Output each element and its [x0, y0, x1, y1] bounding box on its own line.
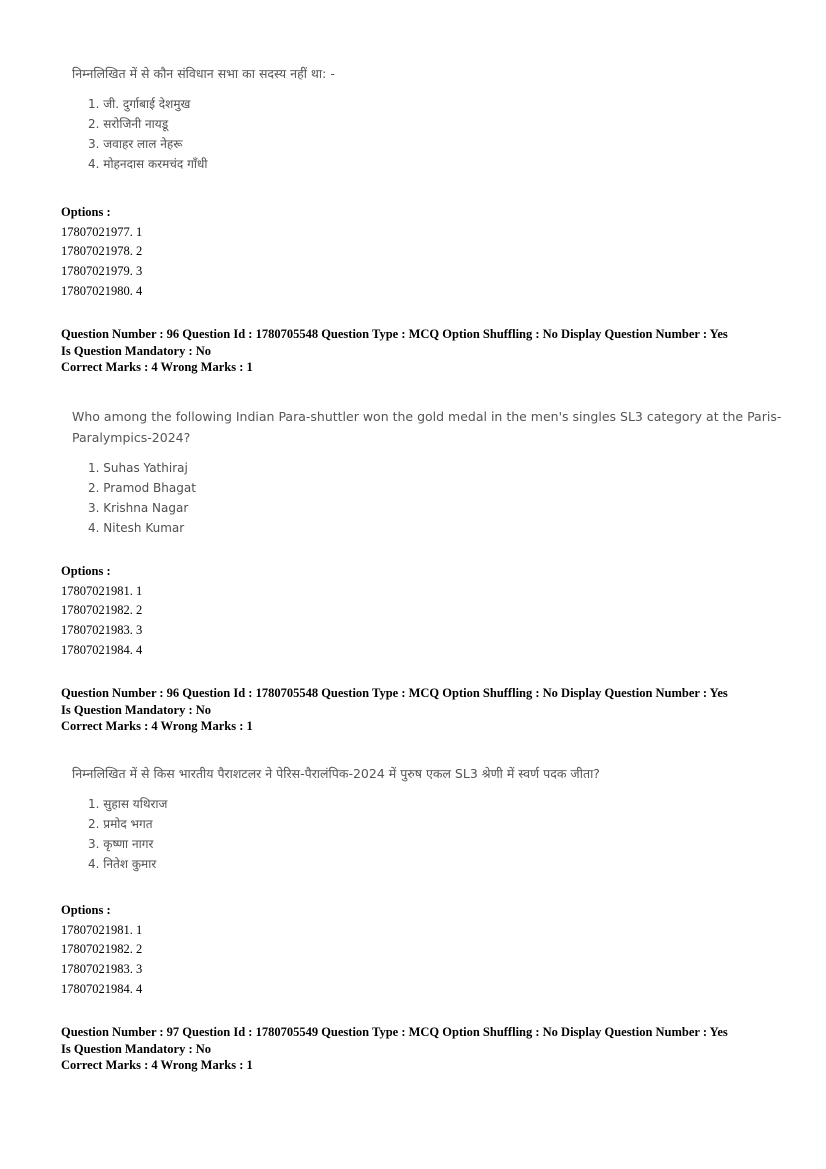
question-stem: निम्नलिखित में से किस भारतीय पैराशटलर ने पेरिस-पैरालंपिक-2024 में पुरुष एकल SL3 श्रेणी में स्वर्ण पदक जीता?	[72, 766, 600, 781]
meta-line: Correct Marks : 4 Wrong Marks : 1	[61, 360, 253, 374]
meta-line: Correct Marks : 4 Wrong Marks : 1	[61, 1058, 253, 1072]
options-list-q96-english	[61, 562, 142, 661]
meta-line: Question Number : 96 Question Id : 1780705548 Question Type : MCQ Option Shuffling : No Display Question Number : Yes	[61, 686, 728, 700]
choice-item: 1. सुहास यथिराज	[88, 797, 168, 811]
meta-line: Correct Marks : 4 Wrong Marks : 1	[61, 719, 253, 733]
choice-list	[72, 794, 600, 874]
question-stem-line: Who among the following Indian Para-shuttler won the gold medal in the men's singles SL3 category at the Paris-	[72, 409, 782, 424]
options-list-q96-hindi	[61, 901, 142, 1000]
choice-item: 3. जवाहर लाल नेहरू	[88, 137, 183, 151]
question-stem-line: Paralympics-2024?	[72, 430, 191, 445]
choice-item: 2. सरोजिनी नायडू	[88, 117, 169, 131]
choice-list	[72, 94, 335, 174]
option-row: 17807021978. 2	[61, 244, 143, 259]
choice-item: 2. Pramod Bhagat	[88, 481, 196, 495]
question-meta-97	[61, 1024, 781, 1074]
options-list-q95	[61, 203, 142, 302]
meta-line: Is Question Mandatory : No	[61, 343, 212, 358]
option-row: 17807021979. 3	[61, 264, 143, 279]
option-row: 17807021983. 3	[61, 623, 143, 638]
choice-item: 4. नितेश कुमार	[88, 857, 157, 871]
question-image-q96-english	[62, 406, 781, 538]
choice-item: 3. Krishna Nagar	[88, 501, 189, 515]
options-label: Options :	[61, 205, 111, 219]
meta-line: Is Question Mandatory : No	[61, 702, 212, 717]
option-row: 17807021981. 1	[61, 922, 143, 937]
choice-item: 3. कृष्णा नागर	[88, 837, 154, 851]
question-meta-96b	[61, 685, 781, 735]
choice-item: 1. जी. दुर्गाबाई देशमुख	[88, 97, 191, 111]
question-meta-96a	[61, 326, 781, 376]
option-row: 17807021977. 1	[61, 224, 143, 239]
options-label: Options :	[61, 903, 111, 917]
choice-item: 2. प्रमोद भगत	[88, 817, 153, 831]
question-stem: निम्नलिखित में से कौन संविधान सभा का सदस्य नहीं था: -	[72, 66, 335, 81]
option-row: 17807021984. 4	[61, 981, 143, 996]
option-row: 17807021982. 2	[61, 942, 143, 957]
option-row: 17807021980. 4	[61, 283, 143, 298]
question-image-q96-hindi	[62, 763, 600, 874]
options-label: Options :	[61, 564, 111, 578]
choice-list	[72, 458, 781, 538]
option-row: 17807021981. 1	[61, 583, 143, 598]
meta-line: Is Question Mandatory : No	[61, 1041, 212, 1056]
meta-line: Question Number : 96 Question Id : 1780705548 Question Type : MCQ Option Shuffling : No Display Question Number : Yes	[61, 327, 728, 341]
choice-item: 4. मोहनदास करमचंद गाँधी	[88, 157, 208, 171]
choice-item: 4. Nitesh Kumar	[88, 521, 185, 535]
option-row: 17807021982. 2	[61, 603, 143, 618]
option-row: 17807021983. 3	[61, 962, 143, 977]
meta-line: Question Number : 97 Question Id : 1780705549 Question Type : MCQ Option Shuffling : No Display Question Number : Yes	[61, 1025, 728, 1039]
option-row: 17807021984. 4	[61, 642, 143, 657]
choice-item: 1. Suhas Yathiraj	[88, 461, 188, 475]
question-image-q95-hindi	[62, 63, 335, 174]
